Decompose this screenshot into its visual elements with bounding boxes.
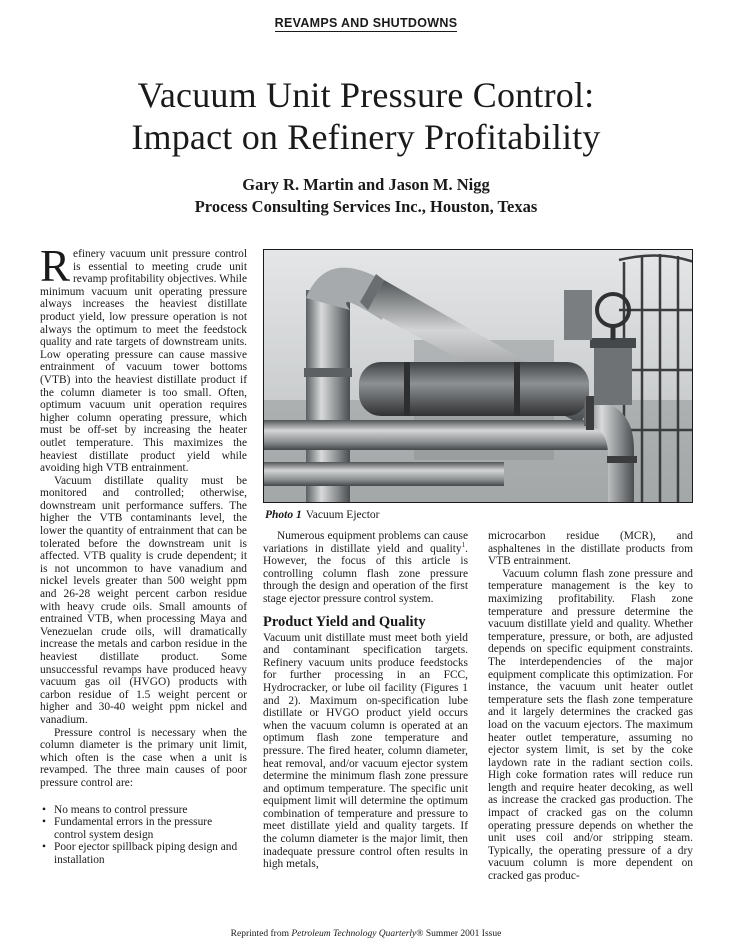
list-item: • Fundamental errors in the pressure control system design (40, 816, 247, 841)
photo-label: Photo 1 (265, 509, 302, 521)
photo-caption-text: Vacuum Ejector (305, 509, 380, 521)
footer-prefix: Reprinted from (230, 929, 292, 939)
paragraph-text: Numerous equipment problems can cause variations in distillate yield and quality (263, 530, 468, 555)
page-footer (0, 929, 732, 939)
paragraph: Vacuum unit distillate must meet both yield and contaminant specification targets. Refinery vacuum units produce feedstocks for further processing in an FCC, Hydrocracker, or lube oil facility (Figures 1 and 2). Maximum on-specification lube distillate or HVGO product yield occurs when the vacuum column is operated at an optimum flash zone temperature and pressure. The fired heater, column diameter, heat removal, and/or vacuum ejector system determine the minimum flash zone pressure and optimum temperature. The specific unit equipment limit will determine the optimum combination of temperature and pressure to meet distillate yield and quality targets. If the column diameter is the major limit, then inadequate pressure control often results in high metals, (263, 631, 468, 871)
section-tag-text: REVAMPS AND SHUTDOWNS (274, 16, 458, 30)
intro-text: efinery vacuum unit pressure control is essential to meeting crude unit revamp profitability objectives. While minimum vacuum unit operating pressure always increases the heaviest distillate product yield, low pressure operation is not always the optimum to meet the feedstock quality and rate targets of downstream units. Low operating pressure can cause massive entrainment of vacuum tower bottoms (VTB) into the heaviest distillate product if the column diameter is too small. Often, optimum vacuum unit operation requires higher column operating pressure, which must be off-set by increasing the heater outlet temperature. This maximizes the heaviest distillate product yield while avoiding high VTB entrainment. (40, 248, 247, 475)
title-line-1: Vacuum Unit Pressure Control: (137, 75, 595, 115)
vacuum-ejector-photo (263, 249, 693, 503)
photo-illustration (264, 250, 693, 503)
author-affiliation: Process Consulting Services Inc., Houston, Texas (194, 197, 538, 216)
intro-paragraph (40, 241, 247, 475)
paragraph: Pressure control is necessary when the column diameter is the primary unit limit, which often is the case when a unit is revamped. The three main causes of poor pressure control are: (40, 726, 247, 789)
footer-suffix: ® Summer 2001 Issue (416, 929, 502, 939)
drop-cap: R (40, 241, 71, 291)
column-2 (263, 530, 468, 871)
paragraph: Vacuum distillate quality must be monitored and controlled; otherwise, downstream unit performance suffers. The higher the VTB contaminants level, the lower the quantity of entrainment that can be tolerated before the downstream unit is affected. VTB quality is crude dependent; it is not uncommon to have vanadium and nickel levels greater than 500 weight ppm and 26-28 weight percent carbon residue with heavy crude oils. Small amounts of entrained VTB, when processing Maya and Venezuelan crude oils, will dramatically increase the metals and carbon residue in the heaviest distillate product. Some unsuccessful revamps have produced heavy vacuum gas oil (HVGO) products with carbon residue of 1.5 weight percent or higher and 30-40 weight ppm nickel and vanadium. (40, 474, 247, 726)
section-heading: Product Yield and Quality (263, 613, 426, 630)
author-names: Gary R. Martin and Jason M. Nigg (242, 175, 490, 194)
section-tag (0, 16, 732, 30)
title-line-2: Impact on Refinery Profitability (131, 117, 601, 157)
column-3 (488, 530, 693, 883)
paragraph (263, 530, 468, 606)
paragraph: Vacuum column flash zone pressure and temperature management is the key to maximizing profitability. Flash zone temperature and pressure determine the vacuum distillate yield and quality. Whether temperature, pressure, or both, are adjusted depends on specific equipment constraints. The interdependencies of the major equipment complicate this optimization. For instance, the vacuum unit heater outlet temperature sets the flash zone temperature and it largely determines the cracked gas load on the vacuum ejectors. The maximum heater outlet temperature, assuming no ejector system limit, is set by the coke laydown rate in the radiant section coils. High coke formation rates will reduce run length and require heater decoking, as well as increase the cracked gas production. The impact of cracked gas on the column operating pressure depends on whether the unit uses coil and/or stripping steam. Typically, the operating pressure of a dry vacuum column is more dependent on cracked gas produc- (488, 567, 693, 883)
photo-caption (265, 509, 380, 521)
paragraph-text: . However, the focus of this article is controlling column flash zone pressure through the design and operation of the first stage ejector pressure control system. (263, 542, 468, 605)
column-1 (40, 241, 247, 867)
paragraph: microcarbon residue (MCR), and asphaltenes in the distillate products from VTB entrainment. (488, 530, 693, 568)
footer-publication: Petroleum Technology Quarterly (291, 929, 417, 939)
list-item: • Poor ejector spillback piping design and installation (40, 841, 247, 866)
author-block (0, 174, 732, 218)
causes-list (40, 804, 247, 867)
footnote-ref: 1 (461, 540, 466, 549)
article-title (0, 74, 732, 158)
list-item: • No means to control pressure (40, 804, 247, 817)
